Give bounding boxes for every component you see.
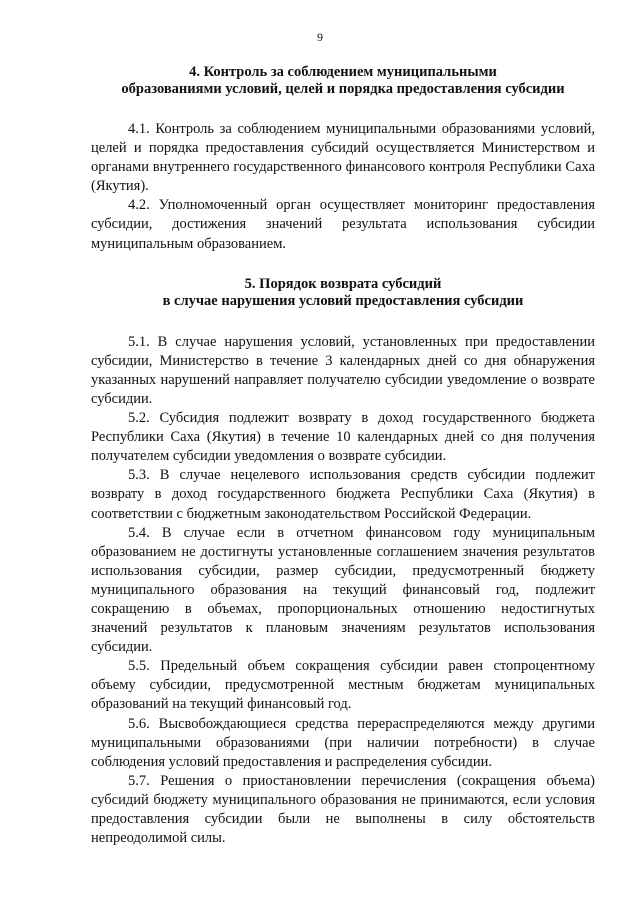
paragraph-5-3: 5.3. В случае нецелевого использования средств субсидии подлежит возврату в доход государственного бюджета Республики Саха (Якутия) в соответствии с бюджетным законодательством Российской Федерации. [91,467,595,522]
paragraph-4-1: 4.1. Контроль за соблюдением муниципальными образованиями условий, целей и порядка предоставления субсидий осуществляется Министерством и органами внутреннего государственного финансового контроля Республики Саха (Якутия). [91,121,595,195]
section-5-title [91,276,595,310]
section-5-title-line-1: 5. Порядок возврата субсидий [244,275,442,292]
paragraph-5-7: 5.7. Решения о приостановлении перечисления (сокращения объема) субсидий бюджету муниципального образования не принимаются, если условия предоставления субсидии были не выполнены в силу обстоятельств непреодолимой силы. [91,772,595,847]
section-4-title-line-2: образованиями условий, целей и порядка предоставления субсидии [121,81,565,97]
paragraph-5-2: 5.2. Субсидия подлежит возврату в доход государственного бюджета Республики Саха (Якутия) в течение 10 календарных дней со дня получения получателем субсидии уведомления о возврате субсидии. [91,410,595,465]
page-number: 9 [317,30,323,44]
document-body [91,64,595,848]
paragraph-5-4: 5.4. В случае если в отчетном финансовом году муниципальным образованием не достигнуты установленные соглашением значения результатов использования субсидии, размер субсидии, предусмотренный бюджету муниципального образования на текущий финансовый год, подлежит сокращению в объемах, пропорциональных отношению недостигнутых значений результатов к плановым значениям результатов использования субсидии. [91,524,595,656]
paragraph-5-1: 5.1. В случае нарушения условий, установленных при предоставлении субсидии, Министерство в течение 3 календарных дней со дня обнаружения указанных нарушений направляет получателю субсидии уведомление о возврате субсидии. [91,333,595,407]
paragraph-4-2: 4.2. Уполномоченный орган осуществляет мониторинг предоставления субсидии, достижения значений результата использования субсидии муниципальным образованием. [91,197,595,252]
section-4-title [91,64,595,98]
section-4-title-line-1: 4. Контроль за соблюдением муниципальными [189,64,497,80]
section-5-title-line-2: в случае нарушения условий предоставления субсидии [162,292,524,309]
paragraph-5-5: 5.5. Предельный объем сокращения субсидии равен стопроцентному объему субсидии, предусмотренной местным бюджетам муниципальных образований на текущий финансовый год. [91,658,595,713]
paragraph-5-6: 5.6. Высвобождающиеся средства перераспределяются между другими муниципальными образованиями (при наличии потребности) в случае соблюдения условий предоставления и распределения субсидии. [91,715,595,770]
